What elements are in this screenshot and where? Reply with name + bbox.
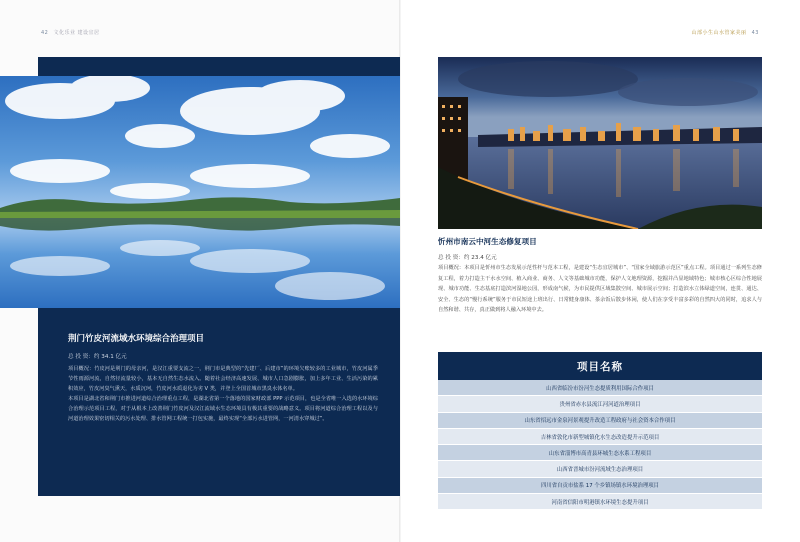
table-cell: 山西省临汾市汾河生态提质利用国际合作项目 [546, 385, 654, 392]
left-page-number: 42 [41, 30, 49, 36]
table-cell: 山东省淄博市高青县环城生态水系工程项目 [548, 450, 652, 457]
project-name-table [438, 352, 762, 510]
left-project-card [38, 308, 400, 496]
table-row [438, 413, 762, 429]
left-section-title: 文化乐业 建设宜居 [53, 30, 100, 36]
table-cell: 四川省自贡市盐系 17 个乡镇场镇水环境治理项目 [540, 483, 660, 490]
project-table-header [438, 352, 762, 380]
project-table-heading: 项目名称 [577, 360, 623, 373]
right-project-investment: 总 投 资：约 23.4 亿元 [438, 255, 497, 261]
right-project-title: 忻州市南云中河生态修复项目 [438, 237, 537, 246]
right-running-header [692, 29, 762, 36]
left-project-paragraph: 项目概况：竹皮河是荆门的母亲河，是汉江重要支流之一，荆门市是典型的“先建厂、后建市”的环境欠账较多的工业城市，竹皮河属季节性雨源河流，自然径流量较小，基本无自然生态水流入。随着社会经济高速发展、城市人口急剧膨胀，加上多年工业、生活污染的累积效应，竹皮河臭气熏天，水质沉珂，竹皮河水质退化为劣 V 类，并登上全国首城市黑臭水体名单。 [68, 366, 378, 392]
table-row [438, 396, 762, 412]
table-cell: 河南省信阳市明港镇水环境生态提升项目 [551, 499, 649, 506]
table-cell: 吉林省敦化市新型城镇化水生态改造提升示范项目 [540, 434, 660, 441]
right-project-description: 项目概况：本项目是忻州市生态发展示范性杆与范本工程，是建设“生态宜居城市”、“国家全域旅游示范区”重点工程。项目通过一系列生态修复工程，着力打造主干水水空间、植入商业、商务、人文等基础城市功能，保护人文地理资源，挖掘并凸显地域特色；城市核心区综合性地展现、城市功能、生态基底打造滨河湿地公园，形成南气候，为市民提供区域集散空间、城市展示空间；打造滨水立体绿道空间，连贯、通达、安全、生态的“慢行系统”服务于市民短途上班出行、日常健身康体、茶余饭后散步休闲，使人们在享受丰富多彩的自然四大的同时，追求人与自然和谐、共存，真正做到将人融入环境中去。 [438, 265, 762, 314]
right-page-number: 43 [751, 30, 759, 36]
city-night-photo [438, 57, 762, 229]
table-cell: 山西省晋城市汾河流域生态治理项目 [556, 467, 644, 474]
table-cell: 贵州省赤水县流江河河道治理项目 [559, 401, 641, 408]
table-row [438, 429, 762, 445]
left-project-title: 荆门竹皮河流域水环境综合治理项目 [68, 334, 205, 344]
table-row [438, 461, 762, 477]
table-row [438, 494, 762, 510]
left-navy-band [38, 57, 400, 76]
table-row [438, 445, 762, 461]
left-project-investment: 总 投 资：约 34.1 亿元 [68, 354, 127, 360]
right-section-title: 山部小生山水管家美丽 [691, 30, 747, 36]
left-project-description [68, 364, 378, 424]
table-row [438, 380, 762, 396]
left-project-paragraph: 本项目是湖北省和荆门市推进河道综合治理重点工程，是湖北省第一个落地的国家财政部 PPP 示范项目，也是全省唯一入选的水环境综合治理示范项目工程，对于从根本上改善荆门竹皮河及汉江流域水生态环境具有极其重要的战略意义。项目将河道综合治理工程以及与河道治理效果密切相关的污水处理、排水管网工程统一打包实施，最终实现“全部污水进管网，一河清水穿城过”。 [68, 396, 378, 422]
table-row [438, 478, 762, 494]
river-lake-photo [0, 76, 400, 308]
left-running-header [38, 29, 100, 36]
table-cell: 山东省招远市金泉河景观提升改造工程政府与社会资本合作项目 [524, 418, 676, 425]
